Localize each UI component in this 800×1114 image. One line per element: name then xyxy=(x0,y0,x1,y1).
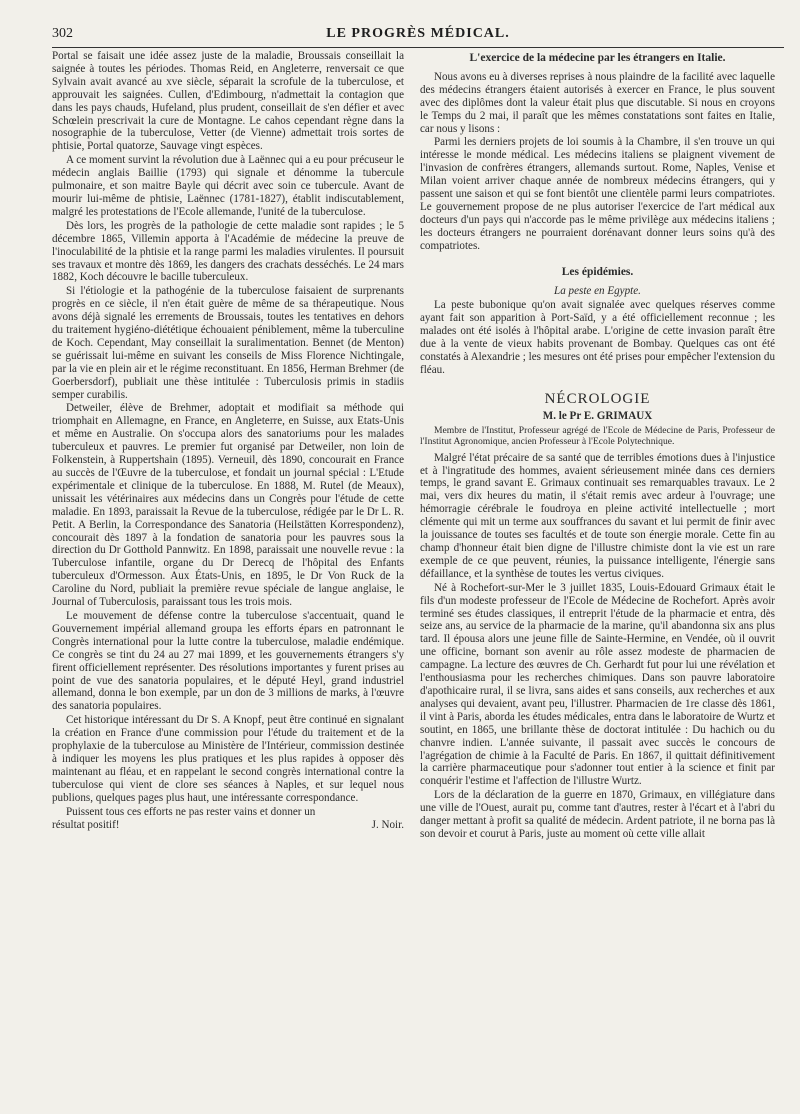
left-column xyxy=(52,50,404,832)
closing-text: résultat positif! xyxy=(52,819,120,832)
paragraph: Malgré l'état précaire de sa santé que de terribles émotions dues à l'injustice et à l'ingratitude des hommes, avaient sérieusement minée dans ces derniers temps, le grand savant E. Grimaux continuait ses remarquables travaux. Le 2 mai, vers dix heures du matin, il s'était remis avec ardeur à l'ouvrage; une hémorragie cérébrale le foudroya en pleine activité intellectuelle ; mort clémente qui mit un terme aux souffrances du savant et lui permit de finir avec la jouissance de toutes ses facultés et de toute son énergie morale. Cette fin au champ d'honneur était bien digne de l'illustre chimiste dont la vie est un rare exemple de ce que peuvent, réunies, la puissance intelligente, l'énergie sans défaillance, et la synthèse de toutes les vertus civiques. xyxy=(420,451,775,580)
necrologie-name: M. le Pr E. GRIMAUX xyxy=(542,409,653,422)
signature-line xyxy=(52,819,404,832)
paragraph: Nous avons eu à diverses reprises à nous plaindre de la facilité avec laquelle des médecins étrangers étaient autorisés à exercer en France, le plus souvent avec des diplômes dont la valeur était plus que discutable. Si nous en croyons le Temps du 2 mai, il paraît que les mêmes constatations sont faites en Italie, car nous y lisons : xyxy=(420,70,775,135)
page-number: 302 xyxy=(52,26,73,41)
right-column xyxy=(420,50,775,842)
paragraph: Né à Rochefort-sur-Mer le 3 juillet 1835, Louis-Edouard Grimaux était le fils d'un modeste professeur de l'Ecole de Médecine de Rochefort. Après avoir terminé ses études classiques, il entreprit l'étude de la pharmacie et entra, dès seize ans, au service de la pharmacie de la marine, qu'il abandonna six ans plus tard. Il épousa alors une jeune fille de Sainte-Hermine, en Vendée, où il ouvrit une officine, bornant son avenir au rôle assez modeste de pharmacien de campagne. La lecture des œuvres de Ch. Gerhardt fut pour lui une révélation et l'enthousiasma pour les recherches chimiques. Dans son pauvre laboratoire d'apothicaire rural, il se livra, sans aides et sans conseils, aux recherches et aux analyses qui devaient, avant peu, l'illustrer. Pharmacien de 1re classe dès 1861, il vint à Paris, aborda les études médicales, entra dans le laboratoire de Wurtz et soutint, en 1865, une brillante thèse de doctorat intitulée : Du hachich ou du chanvre indien. L'année suivante, il passait avec succès le concours de l'agrégation de chimie à la Faculté de Paris. En 1867, il quittait définitivement la carrière pharmaceutique pour s'adonner tout entier à la science et finit par conquérir l'estime et l'affection de l'illustre Wurtz. xyxy=(420,581,775,788)
paragraph: A ce moment survint la révolution due à Laënnec qui a eu pour précuseur le médecin anglais Baillie (1793) qui signale et dénomme la tubercule pulmonaire, et son maitre Bayle qui décrit avec soin ce tubercule. Avant de mourir lui-même de phtisie, Laënnec (1781-1827), établit indiscutablement, malgré les protestations de l'Ecole allemande, l'unité de la tuberculose. xyxy=(52,154,404,218)
page-header xyxy=(52,26,784,46)
paragraph: Parmi les derniers projets de loi soumis à la Chambre, il s'en trouve un qui intéresse le monde médical. Les médecins italiens se plaignent vivement de l'invasion de confrères étrangers, allemands surtout. Rome, Naples, Venise et Milan voient arriver chaque année de nombreux médecins étrangers, qui y passent une saison et qui se font bientôt une clientèle parmi leurs compatriotes. Le gouvernement propose de ne plus autoriser l'exercice de l'art médical aux docteurs d'un pays qui n'accorde pas le même privilège aux médecins italiens ; les docteurs étrangers ne pourraient dorénavant donner leurs soins qu'à des compatriotes. xyxy=(420,136,775,252)
necrologie-titles: Membre de l'Institut, Professeur agrégé de l'Ecole de Médecine de Paris, Professeur de l'Institut Agronomique, ancien Professeur à l'Ecole Polytechnique. xyxy=(420,424,775,447)
spacer xyxy=(420,254,775,264)
section-title-italie: L'exercice de la médecine par les étrangers en Italie. xyxy=(469,52,726,64)
paragraph: Si l'étiologie et la pathogénie de la tuberculose faisaient de surprenants progrès en ce siècle, il n'en était guère de même de sa thérapeutique. Nous avons déjà signalé les errements de Broussais, toutes les tentatives en dehors du traitement hygiéno-diététique échouaient péniblement, même la tuberculine de Koch. Cependant, May conseillait la suralimentation. Bennet (de Menton) se guérissait lui-même en suivant les conseils de Miss Florence Nichtingale, par la vie en plein air et le régime reconstituant. En 1856, Herman Brehmer (de Goerbersdorf), publiait une thèse intitulée : Tuberculosis primis in stadiis semper curabilis. xyxy=(52,285,404,401)
paragraph: Cet historique intéressant du Dr S. A Knopf, peut être continué en signalant la création en France d'une commission pour l'étude du traitement et de la prophylaxie de la tuberculose au Ministère de l'Intérieur, commission destinée à indiquer les moyens les plus pratiques et les plus rapides à opposer dès maintenant au fléau, et en rappelant le second congrès international contre la tuberculose qui vient de clore ses séances à Naples, et sur lequel nous publions, quelques pages plus haut, une intéressante correspondance. xyxy=(52,714,404,804)
section-title-epidemies: Les épidémies. xyxy=(561,265,634,278)
paragraph: Dès lors, les progrès de la pathologie de cette maladie sont rapides ; le 5 décembre 1865, Villemin apporta à l'Académie de médecine la preuve de l'inoculabilité de la phtisie et la range parmi les maladies virulentes. Il poursuit ses travaux et montre dès 1869, les dangers des crachats desséchés. Le 24 mars 1882, Koch découvre le bacille tuberculeux. xyxy=(52,219,404,284)
paragraph: Le mouvement de défense contre la tuberculose s'accentuait, quand le Gouvernement impérial allemand groupa les efforts épars en patronnant le Congrès international pour la lutte contre la tuberculose, maladie endémique. Ce congrès se tint du 24 au 27 mai 1899, et les gouvernements étrangers s'y firent officiellement représenter. Des résolutions importantes y furent prises au point de vue des sanatoria populaires, et le député Heyl, grand industriel allemand, donna le bon exemple, par un don de 3 millions de marks, à l'œuvre des sanatoria populaires. xyxy=(52,609,404,713)
author-signature: J. Noir. xyxy=(371,819,404,832)
section-subtitle-peste: La peste en Egypte. xyxy=(554,284,641,297)
header-rule xyxy=(52,47,784,48)
journal-title: LE PROGRÈS MÉDICAL. xyxy=(326,26,510,41)
paragraph: La peste bubonique qu'on avait signalée avec quelques réserves comme ayant fait son apparition à Port-Saïd, y a été officiellement reconnue ; les malades ont été isolés à l'hôpital arabe. L'origine de cette invasion paraît être due à la vente de vieux habits provenant de Bombay. Quelques cas ont été constatés à Alexandrie ; les mesures ont été prises pour empêcher l'extension du fléau. xyxy=(420,299,775,376)
paragraph: Puissent tous ces efforts ne pas rester vains et donner un xyxy=(66,805,316,818)
paragraph: Lors de la déclaration de la guerre en 1870, Grimaux, en villégiature dans une ville de l'Ouest, aurait pu, comme tant d'autres, rester à l'écart et à l'abri du danger mettant à profit sa qualité de médecin. Ardent patriote, il ne borna pas là son devoir et courut à Paris, juste au moment où cette ville allait xyxy=(420,789,775,840)
paragraph: Detweiler, élève de Brehmer, adoptait et modifiait sa méthode qui triomphait en Allemagne, en France, en Angleterre, en Suisse, aux Etats-Unis et même en Australie. On s'occupa alors des sanatoriums pour les malades tuberculeux et pauvres. Le premier fut organisé par Detweiler, non loin de Folkenstein, à Ruppertshain (1895). Verneuil, dès 1890, concourait en France au succès de l'Œuvre de la tuberculose, et fondait un journal spécial : L'Etude expérimentale et clinique de la tuberculose. En 1888, M. Rutel (de Meaux), unissait les vétérinaires aux médecins dans un Congrès pour l'étude de cette maladie. En 1893, paraissait la Revue de la tuberculose, rédigée par le Dr L. R. Petit. A Berlin, la Correspondance des Sanatoria (Heilstätten Korrespondenz), concourait dès 1897 à la fondation de sanatoria pour les pauvres sous la direction du Dr Gotthold Pannwitz. En 1898, paraissait une nouvelle revue : la Tuberculose infantile, organe du Dr Derecq de l'hôpital des Enfants tuberculeux d'Ormesson. Aux États-Unis, en 1895, le Dr Von Ruck de la Caroline du Nord, publiait la première revue spéciale de langue anglaise, le Journal of Tuberculosis, paraissant tous les trois mois. xyxy=(52,402,404,609)
necrologie-title: NÉCROLOGIE xyxy=(544,390,651,407)
paragraph: Portal se faisait une idée assez juste de la maladie, Broussais conseillait la saignée à toutes les périodes. Thomas Reid, en Angleterre, renversait ce que Sylvain avait avancé au xve siècle, séparait la scrofule de la tuberculose, et approuvait les saignées. Cullen, d'Edimbourg, n'admettait la contagion que dans les pays chauds, Hufeland, plus prudent, conseillait de s'en défier et avec Schœlein prescrivait la cure de Montagne. Le cahos cependant règne dans la nosographie de la tuberculose, Vetter (de Vienne) admettait trois sortes de phtisie, Portal quatorze, Sauvage vingt espèces. xyxy=(52,50,404,153)
